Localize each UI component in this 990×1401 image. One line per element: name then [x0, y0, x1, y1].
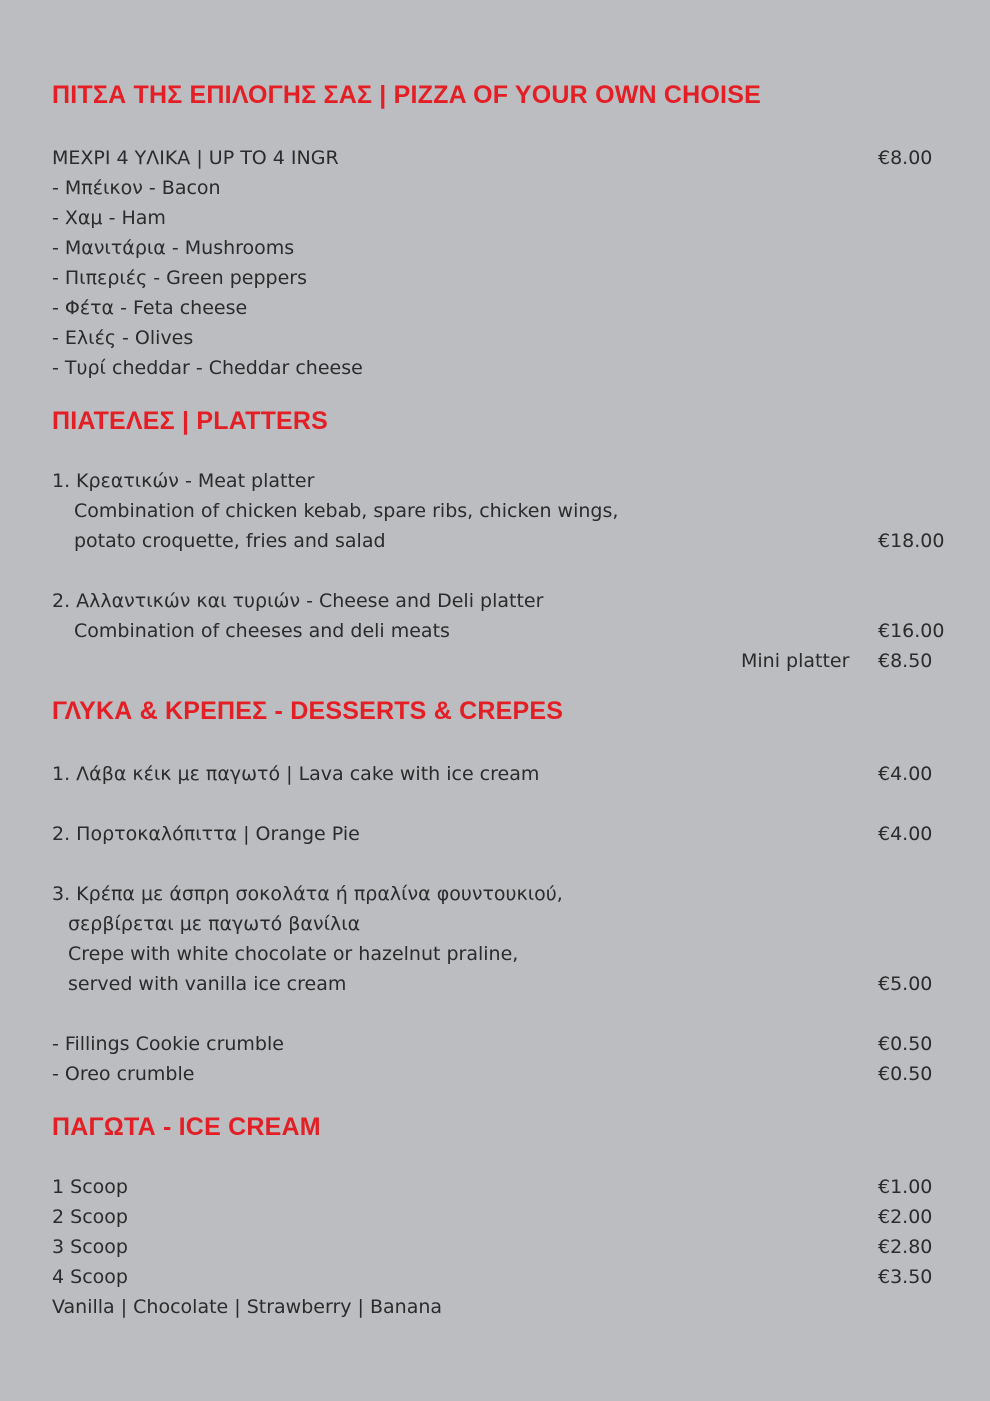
- dessert-2-name: 2. Πορτοκαλόπιττα | Orange Pie: [52, 823, 360, 845]
- scoop-price: €1.00: [878, 1176, 933, 1198]
- pizza-ingredient: - Μανιτάρια - Mushrooms: [52, 237, 295, 259]
- mini-platter-price: €8.50: [878, 650, 933, 672]
- platter-2-name: 2. Αλλαντικών και τυριών - Cheese and Deli platter: [52, 590, 544, 612]
- platter-2-price: €16.00: [878, 620, 945, 642]
- pizza-ingredient: - Χαμ - Ham: [52, 207, 166, 229]
- pizza-ingredient: - Μπέικον - Bacon: [52, 177, 221, 199]
- icecream-heading: ΠΑΓΩΤΑ - ICE CREAM: [52, 1113, 321, 1141]
- platter-1-price: €18.00: [878, 530, 945, 552]
- pizza-price: €8.00: [878, 147, 933, 169]
- flavors-list: Vanilla | Chocolate | Strawberry | Banana: [52, 1296, 443, 1318]
- platter-2-desc: Combination of cheeses and deli meats: [74, 620, 450, 642]
- filling-price: €0.50: [878, 1063, 933, 1085]
- platter-1-desc: potato croquette, fries and salad: [74, 530, 386, 552]
- dessert-3-line: 3. Κρέπα με άσπρη σοκολάτα ή πραλίνα φουντουκιού,: [52, 883, 563, 905]
- platters-heading: ΠΙΑΤΕΛΕΣ | PLATTERS: [52, 407, 329, 435]
- scoop-name: 4 Scoop: [52, 1266, 128, 1288]
- filling-name: - Fillings Cookie crumble: [52, 1033, 284, 1055]
- dessert-3-line: Crepe with white chocolate or hazelnut praline,: [68, 943, 519, 965]
- dessert-3-price: €5.00: [878, 973, 933, 995]
- dessert-1-name: 1. Λάβα κέικ με παγωτό | Lava cake with ice cream: [52, 763, 540, 785]
- scoop-price: €3.50: [878, 1266, 933, 1288]
- platter-1-desc: Combination of chicken kebab, spare ribs, chicken wings,: [74, 500, 619, 522]
- filling-price: €0.50: [878, 1033, 933, 1055]
- platter-1-number: 1.: [52, 470, 71, 492]
- filling-name: - Oreo crumble: [52, 1063, 195, 1085]
- pizza-ingredient: - Τυρί cheddar - Cheddar cheese: [52, 357, 363, 379]
- dessert-1-price: €4.00: [878, 763, 933, 785]
- dessert-2-price: €4.00: [878, 823, 933, 845]
- scoop-price: €2.00: [878, 1206, 933, 1228]
- mini-platter-label: Mini platter: [741, 650, 850, 672]
- desserts-heading: ΓΛΥΚΑ & ΚΡΕΠΕΣ - DESSERTS & CREPES: [52, 697, 564, 725]
- pizza-heading: ΠΙΤΣΑ ΤΗΣ ΕΠΙΛΟΓΗΣ ΣΑΣ | PIZZA OF YOUR OWN CHOISE: [52, 81, 761, 109]
- scoop-price: €2.80: [878, 1236, 933, 1258]
- dessert-3-line: σερβίρεται με παγωτό βανίλια: [68, 913, 361, 935]
- scoop-name: 1 Scoop: [52, 1176, 128, 1198]
- pizza-ingredient: - Φέτα - Feta cheese: [52, 297, 248, 319]
- dessert-3-line: served with vanilla ice cream: [68, 973, 347, 995]
- platter-1-name: Κρεατικών - Meat platter: [76, 470, 315, 492]
- pizza-ingredient: - Πιπεριές - Green peppers: [52, 267, 308, 289]
- pizza-ingredient: - Ελιές - Olives: [52, 327, 194, 349]
- scoop-name: 2 Scoop: [52, 1206, 128, 1228]
- scoop-name: 3 Scoop: [52, 1236, 128, 1258]
- pizza-title: ΜΕΧΡΙ 4 ΥΛΙΚΑ | UP TO 4 INGR: [52, 147, 339, 169]
